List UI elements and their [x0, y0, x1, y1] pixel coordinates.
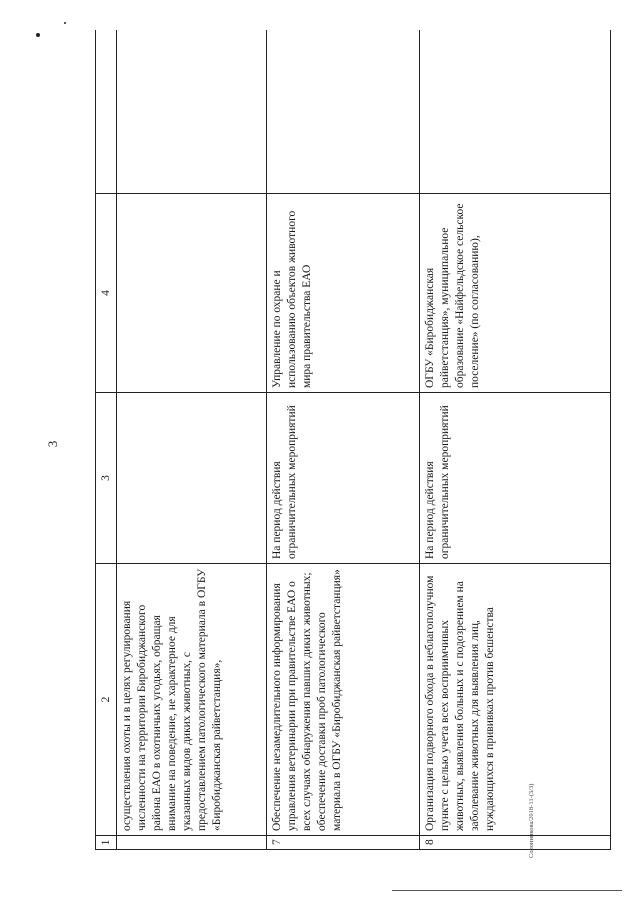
document-reference: Солонинкова/2018-11-(3/3): [528, 783, 535, 858]
table-header-row: [96, 30, 117, 850]
period-cell: [117, 393, 267, 564]
responsible-cell: [117, 194, 267, 393]
footer-rule: [392, 890, 622, 891]
row-number: 7: [267, 836, 420, 850]
measure-cell: Организация подворного обхода в неблагополучном пункте с целью учета всех восприимчивых животных, выявления больных и с подозрением на заболевание животных для выявления лиц, нуждающихся в прививках против бешенства: [420, 564, 611, 836]
responsible-cell: ОГБУ «Биробиджанская райветстанция», муниципальное образование «Найфельдское сельское поселение» (по согласованию),: [420, 194, 611, 393]
header-cell-period: 3: [96, 393, 117, 564]
page-number: 3: [45, 440, 60, 448]
empty-cell: [117, 30, 267, 194]
row-number: 8: [420, 836, 611, 850]
header-cell-responsible: 4: [96, 194, 117, 393]
scan-speck: [64, 22, 66, 24]
period-cell: На период действия ограничительных мероприятий: [267, 393, 420, 564]
period-cell: На период действия ограничительных мероприятий: [420, 393, 611, 564]
measure-cell: осуществления охоты и в целях регулирования численности на территории Биробиджанского района ЕАО в охотничьих угодьях, обращая внимание на поведение, не характерное для указанных видов диких животных, с предоставлением патологического материала в ОГБУ «Биробиджанская райветстанция»,: [117, 564, 267, 836]
empty-cell: [267, 30, 420, 194]
scan-speck: [36, 33, 40, 37]
table-row: [117, 30, 267, 850]
row-number: [117, 836, 267, 850]
empty-cell: [420, 30, 611, 194]
header-cell-measure: 2: [96, 564, 117, 836]
table-row: [420, 30, 611, 850]
header-cell-num: 1: [96, 836, 117, 850]
measure-cell: Обеспечение незамедлительного информирования управления ветеринарии при правительстве ЕАО о всех случаях обнаружения павших диких животных; обеспечение доставки проб патологического материала в ОГБУ «Биробиджанская райветстанция»: [267, 564, 420, 836]
table-row: [267, 30, 420, 850]
responsible-cell: Управление по охране и использованию объектов животного мира правительства ЕАО: [267, 194, 420, 393]
header-cell-empty: [96, 30, 117, 194]
